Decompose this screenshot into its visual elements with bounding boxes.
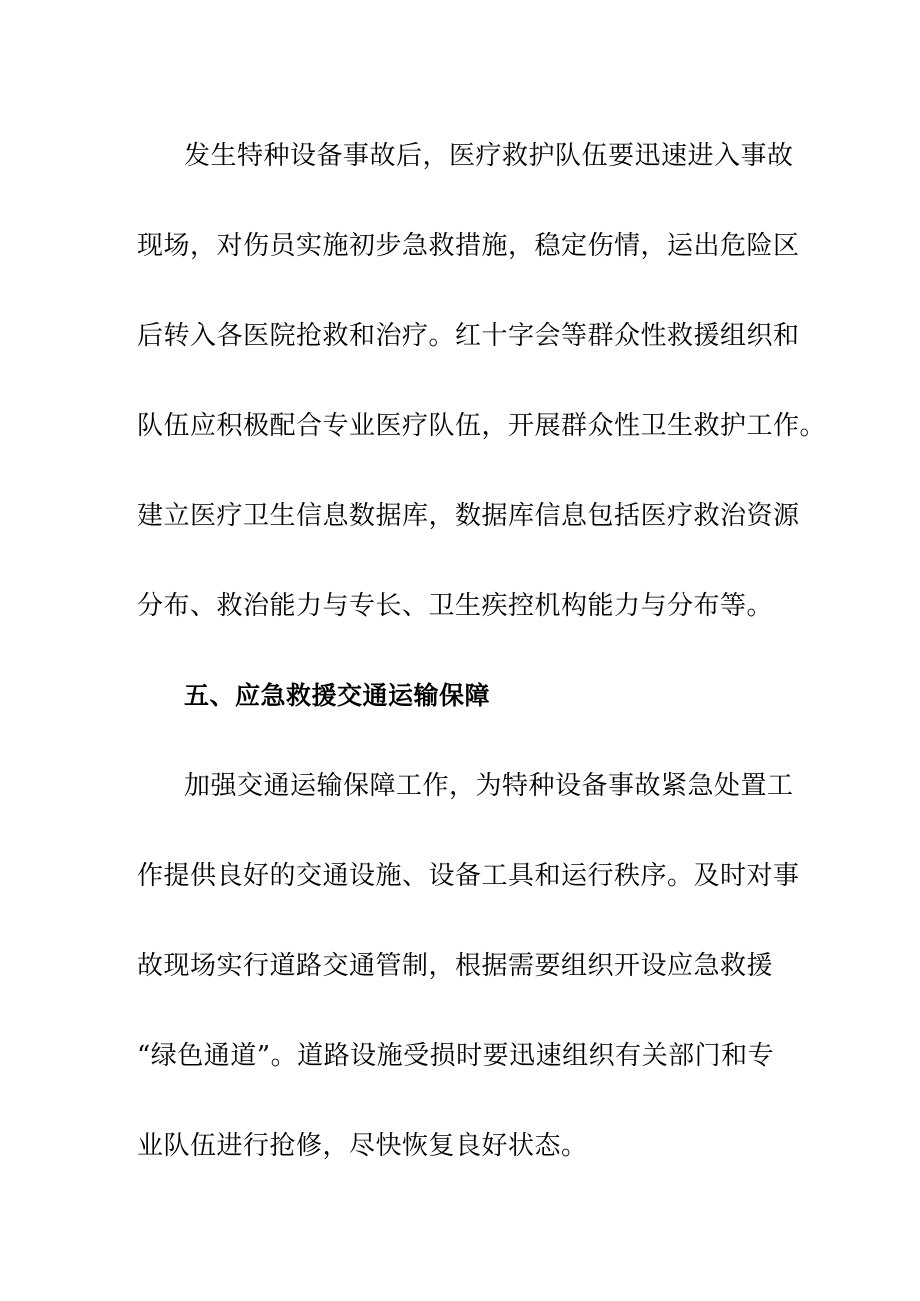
paragraph-2-line-3: 故现场实行道路交通管制，根据需要组织开设应急救援 [137, 951, 774, 981]
paragraph-1-line-3: 后转入各医院抢救和治疗。红十字会等群众性救援组织和 [137, 321, 800, 351]
paragraph-2-line-5: 业队伍进行抢修，尽快恢复良好状态。 [137, 1131, 588, 1161]
section-heading: 五、应急救援交通运输保障 [184, 681, 491, 710]
paragraph-2-line-2: 作提供良好的交通设施、设备工具和运行秩序。及时对事 [137, 861, 800, 891]
paragraph-1-line-4: 队伍应积极配合专业医疗队伍，开展群众性卫生救护工作。 [137, 411, 827, 441]
paragraph-1-line-6: 分布、救治能力与专长、卫生疾控机构能力与分布等。 [137, 591, 774, 621]
paragraph-2-line-1: 加强交通运输保障工作，为特种设备事故紧急处置工 [184, 771, 794, 801]
paragraph-1-line-1: 发生特种设备事故后，医疗救护队伍要迅速进入事故 [184, 141, 794, 171]
paragraph-2-line-4: “绿色通道”。道路设施受损时要迅速组织有关部门和专 [137, 1041, 775, 1071]
paragraph-1-line-5: 建立医疗卫生信息数据库，数据库信息包括医疗救治资源 [137, 501, 800, 531]
paragraph-1-line-2: 现场，对伤员实施初步急救措施，稳定伤情，运出危险区 [137, 231, 800, 261]
